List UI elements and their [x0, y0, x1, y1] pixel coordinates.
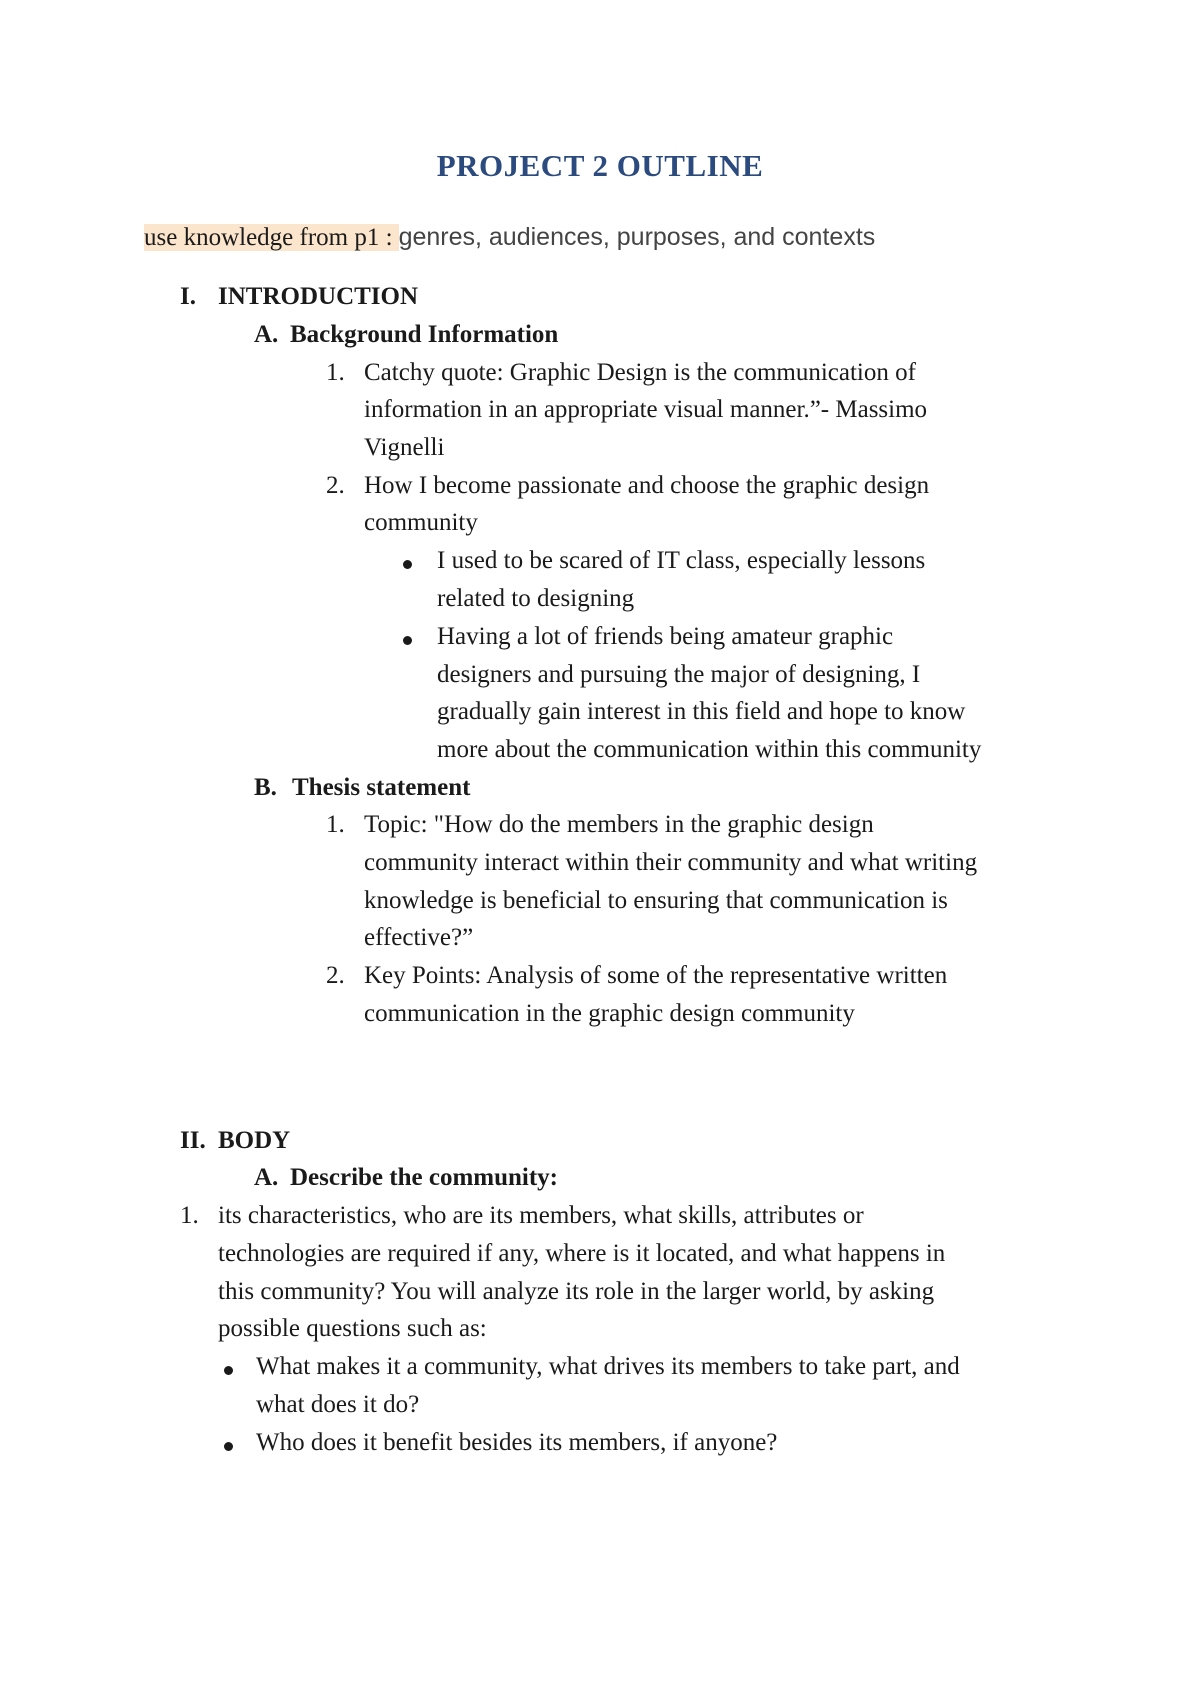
bullet-line: Having a lot of friends being amateur graphic: [437, 623, 894, 650]
bullet-icon: [224, 1442, 233, 1451]
subsection-heading-thesis: Thesis statement: [292, 774, 471, 801]
section-numeral-intro: I.: [180, 283, 196, 310]
subsection-label-b: B.: [254, 774, 277, 801]
list-item-line: its characteristics, who are its members, what skills, attributes or: [218, 1202, 864, 1229]
bullet-icon: [224, 1366, 233, 1375]
note-topics: genres, audiences, purposes, and contexts: [398, 223, 876, 251]
list-item-line: community: [364, 509, 478, 536]
section-heading-body: BODY: [218, 1127, 291, 1154]
list-item-line: technologies are required if any, where is it located, and what happens in: [218, 1240, 946, 1267]
list-item-line: community interact within their community and what writing: [364, 849, 978, 876]
section-heading-intro: INTRODUCTION: [218, 283, 419, 310]
list-item-line: information in an appropriate visual manner.”- Massimo: [364, 396, 928, 423]
list-number: 2.: [326, 472, 345, 499]
list-item-line: How I become passionate and choose the graphic design: [364, 472, 930, 499]
list-number: 1.: [180, 1202, 199, 1229]
highlighted-note: use knowledge from p1 :: [144, 224, 399, 251]
list-item-line: Catchy quote: Graphic Design is the communication of: [364, 359, 916, 386]
list-item-line: this community? You will analyze its role in the larger world, by asking: [218, 1278, 935, 1305]
list-item-line: Key Points: Analysis of some of the representative written: [364, 962, 948, 989]
section-numeral-body: II.: [180, 1127, 206, 1154]
list-item-line: Topic: "How do the members in the graphic design: [364, 811, 874, 838]
bullet-line: related to designing: [437, 585, 635, 612]
list-number: 1.: [326, 811, 345, 838]
list-item-line: knowledge is beneficial to ensuring that communication is: [364, 887, 948, 914]
bullet-line: what does it do?: [256, 1391, 420, 1418]
bullet-line: I used to be scared of IT class, especially lessons: [437, 547, 926, 574]
bullet-icon: [403, 636, 412, 645]
list-number: 2.: [326, 962, 345, 989]
note-line: [144, 222, 875, 253]
list-number: 1.: [326, 359, 345, 386]
subsection-heading-background: Background Information: [290, 321, 559, 348]
page-title: PROJECT 2 OUTLINE: [436, 148, 764, 183]
subsection-label-a: A.: [254, 321, 279, 348]
subsection-heading-community: Describe the community:: [290, 1164, 558, 1191]
list-item-line: communication in the graphic design community: [364, 1000, 855, 1027]
subsection-label-a: A.: [254, 1164, 279, 1191]
bullet-line: more about the communication within this community: [437, 736, 982, 763]
bullet-icon: [403, 560, 412, 569]
bullet-line: gradually gain interest in this field and hope to know: [437, 698, 966, 725]
list-item-line: Vignelli: [364, 434, 445, 461]
bullet-line: What makes it a community, what drives its members to take part, and: [256, 1353, 960, 1380]
bullet-line: designers and pursuing the major of designing, I: [437, 661, 921, 688]
bullet-line: Who does it benefit besides its members, if anyone?: [256, 1429, 778, 1456]
list-item-line: possible questions such as:: [218, 1315, 487, 1342]
list-item-line: effective?”: [364, 924, 474, 951]
